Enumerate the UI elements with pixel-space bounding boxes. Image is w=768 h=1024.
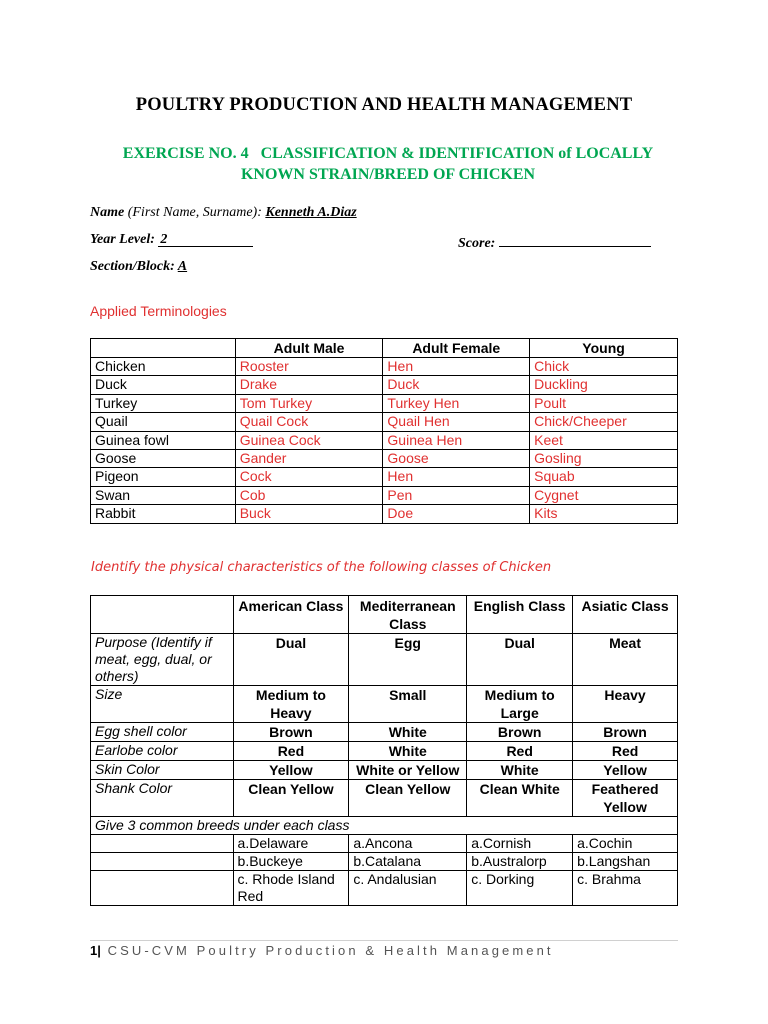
classes-header-row: [91, 596, 678, 634]
term-cell: Tom Turkey: [235, 394, 383, 412]
exercise-heading-line2: KNOWN STRAIN/BREED OF CHICKEN: [240, 166, 536, 183]
term-cell: Quail Cock: [235, 413, 383, 431]
terminology-heading: Applied Terminologies: [90, 303, 227, 319]
term-cell: Drake: [235, 376, 383, 394]
term-cell: Kits: [530, 505, 678, 523]
characteristic-value: Brown: [573, 723, 678, 742]
term-cell: Pen: [383, 486, 530, 504]
year-level-line: [158, 232, 253, 247]
table-row: [91, 413, 678, 431]
term-cell: Keet: [530, 431, 678, 449]
animal-cell: Guinea fowl: [91, 431, 236, 449]
breed-cell: c. Rhode Island Red: [233, 871, 349, 906]
table-row: [91, 871, 678, 906]
exercise-heading-line1: EXERCISE NO. 4 CLASSIFICATION & IDENTIFICATION of LOCALLY: [122, 145, 654, 162]
table-row: [91, 505, 678, 523]
animal-cell: Duck: [91, 376, 236, 394]
animal-cell: Quail: [91, 413, 236, 431]
empty-cell: [91, 853, 234, 871]
characteristic-label: Earlobe color: [91, 742, 234, 761]
classes-col-header: [91, 596, 234, 634]
page-number: 1: [90, 943, 98, 958]
animal-cell: Swan: [91, 486, 236, 504]
table-row: [91, 817, 678, 835]
terminology-col-header: Adult Male: [235, 339, 383, 358]
characteristic-value: White: [349, 723, 467, 742]
term-cell: Duck: [383, 376, 530, 394]
table-row: [91, 358, 678, 376]
characteristic-value: Egg: [349, 634, 467, 686]
terminology-col-header: [91, 339, 236, 358]
term-cell: Goose: [383, 449, 530, 467]
breed-cell: a.Delaware: [233, 835, 349, 853]
breed-cell: c. Dorking: [467, 871, 573, 906]
term-cell: Doe: [383, 505, 530, 523]
term-cell: Gander: [235, 449, 383, 467]
breed-cell: c. Andalusian: [349, 871, 467, 906]
table-row: [91, 723, 678, 742]
classes-col-header: Mediterranean Class: [349, 596, 467, 634]
characteristic-value: Red: [233, 742, 349, 761]
breed-cell: a.Cochin: [573, 835, 678, 853]
classes-col-header: English Class: [467, 596, 573, 634]
characteristic-label: Shank Color: [91, 780, 234, 817]
name-field: [90, 205, 357, 221]
animal-cell: Rabbit: [91, 505, 236, 523]
breed-cell: a.Cornish: [467, 835, 573, 853]
table-row: [91, 742, 678, 761]
animal-cell: Pigeon: [91, 468, 236, 486]
name-hint: (First Name, Surname):: [124, 205, 266, 220]
characteristic-value: Brown: [233, 723, 349, 742]
term-cell: Squab: [530, 468, 678, 486]
characteristic-value: Medium to Heavy: [233, 686, 349, 723]
classes-col-header: American Class: [233, 596, 349, 634]
term-cell: Guinea Cock: [235, 431, 383, 449]
characteristic-value: Brown: [467, 723, 573, 742]
classes-heading: Identify the physical characteristics of the following classes of Chicken: [91, 560, 552, 575]
section-field: [90, 259, 187, 275]
footer-divider: [90, 940, 678, 941]
term-cell: Cygnet: [530, 486, 678, 504]
table-row: [91, 486, 678, 504]
term-cell: Chick: [530, 358, 678, 376]
classes-col-header: Asiatic Class: [573, 596, 678, 634]
empty-cell: [91, 871, 234, 906]
characteristic-value: Red: [467, 742, 573, 761]
table-row: [91, 449, 678, 467]
empty-cell: [91, 835, 234, 853]
table-row: [91, 376, 678, 394]
section-label: Section/Block:: [90, 259, 178, 274]
table-row: [91, 853, 678, 871]
characteristic-value: Feathered Yellow: [573, 780, 678, 817]
term-cell: Gosling: [530, 449, 678, 467]
classes-table: [90, 595, 678, 906]
score-line: [499, 232, 651, 247]
page-footer: [90, 943, 554, 958]
terminology-table: [90, 338, 678, 524]
term-cell: Poult: [530, 394, 678, 412]
terminology-col-header: Young: [530, 339, 678, 358]
animal-cell: Goose: [91, 449, 236, 467]
score-label: Score:: [458, 236, 499, 251]
table-row: [91, 761, 678, 780]
terminology-header-row: [91, 339, 678, 358]
section-value: A: [177, 259, 188, 274]
breed-cell: b.Buckeye: [233, 853, 349, 871]
animal-cell: Chicken: [91, 358, 236, 376]
characteristic-value: Dual: [233, 634, 349, 686]
characteristic-value: Clean Yellow: [349, 780, 467, 817]
characteristic-value: Yellow: [573, 761, 678, 780]
table-row: [91, 468, 678, 486]
score-field: [458, 232, 651, 252]
term-cell: Turkey Hen: [383, 394, 530, 412]
terminology-col-header: Adult Female: [383, 339, 530, 358]
term-cell: Chick/Cheeper: [530, 413, 678, 431]
table-row: [91, 835, 678, 853]
year-level-value: 2: [160, 232, 168, 247]
term-cell: Duckling: [530, 376, 678, 394]
characteristic-label: Size: [91, 686, 234, 723]
breed-cell: c. Brahma: [573, 871, 678, 906]
table-row: [91, 686, 678, 723]
year-level-label: Year Level:: [90, 232, 159, 247]
characteristic-label: Skin Color: [91, 761, 234, 780]
table-row: [91, 431, 678, 449]
breeds-prompt: Give 3 common breeds under each class: [91, 817, 678, 835]
characteristic-value: Clean White: [467, 780, 573, 817]
table-row: [91, 780, 678, 817]
table-row: [91, 394, 678, 412]
exercise-heading: [88, 143, 688, 185]
characteristic-label: Purpose (Identify if meat, egg, dual, or others): [91, 634, 234, 686]
breed-cell: b.Australorp: [467, 853, 573, 871]
page-title: POULTRY PRODUCTION AND HEALTH MANAGEMENT: [135, 95, 633, 115]
characteristic-value: White or Yellow: [349, 761, 467, 780]
breed-cell: b.Catalana: [349, 853, 467, 871]
breed-cell: a.Ancona: [349, 835, 467, 853]
characteristic-label: Egg shell color: [91, 723, 234, 742]
table-row: [91, 634, 678, 686]
term-cell: Buck: [235, 505, 383, 523]
characteristic-value: White: [349, 742, 467, 761]
characteristic-value: Red: [573, 742, 678, 761]
characteristic-value: Clean Yellow: [233, 780, 349, 817]
term-cell: Cock: [235, 468, 383, 486]
term-cell: Cob: [235, 486, 383, 504]
term-cell: Hen: [383, 358, 530, 376]
term-cell: Quail Hen: [383, 413, 530, 431]
term-cell: Hen: [383, 468, 530, 486]
name-value: Kenneth A.Diaz: [265, 205, 357, 220]
characteristic-value: Yellow: [233, 761, 349, 780]
name-label: Name: [90, 205, 125, 220]
term-cell: Rooster: [235, 358, 383, 376]
characteristic-value: Medium to Large: [467, 686, 573, 723]
characteristic-value: White: [467, 761, 573, 780]
characteristic-value: Meat: [573, 634, 678, 686]
characteristic-value: Small: [349, 686, 467, 723]
year-level-field: [90, 232, 253, 248]
characteristic-value: Dual: [467, 634, 573, 686]
characteristic-value: Heavy: [573, 686, 678, 723]
footer-text: CSU-CVM Poultry Production & Health Management: [100, 943, 554, 958]
animal-cell: Turkey: [91, 394, 236, 412]
footer-separator: |: [97, 943, 101, 958]
breed-cell: b.Langshan: [573, 853, 678, 871]
term-cell: Guinea Hen: [383, 431, 530, 449]
